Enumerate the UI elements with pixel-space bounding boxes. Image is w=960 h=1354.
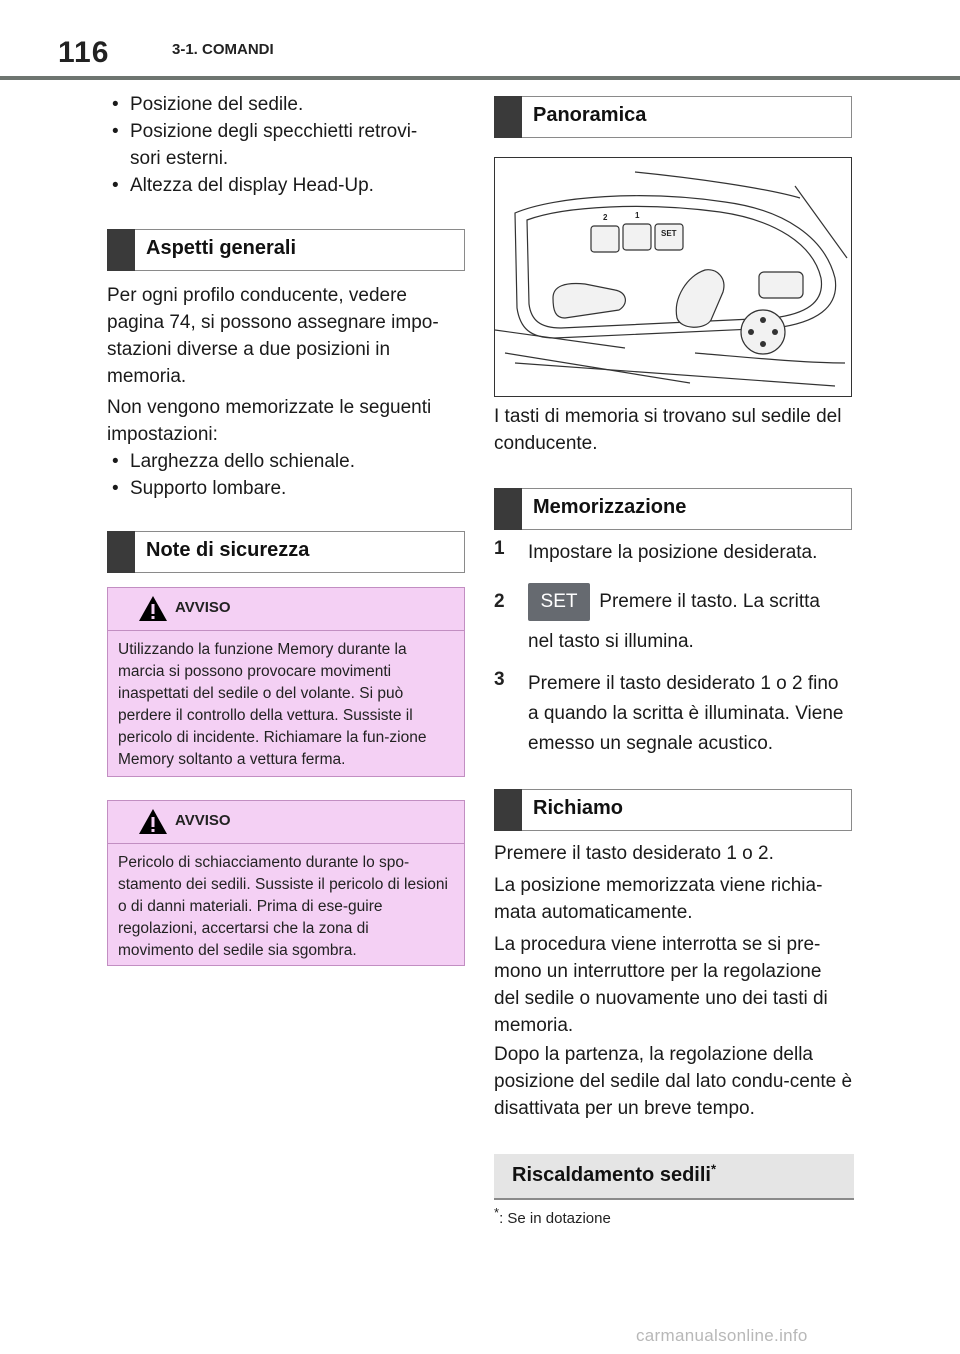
step-number: 1 (494, 538, 505, 559)
warning-box (107, 587, 465, 777)
heading-bar (494, 96, 522, 138)
footnote-mark: * (710, 1161, 717, 1177)
step-text: Impostare la posizione desiderata. (528, 542, 818, 563)
page-number: 116 (58, 36, 110, 69)
warning-box (107, 800, 465, 966)
illustration-caption: I tasti di memoria si trovano sul sedile del conducente. (494, 406, 842, 454)
step-3 (494, 669, 854, 761)
section-heading-text: Note di sicurezza (146, 539, 310, 561)
paragraph: Dopo la partenza, la regolazione della posizione del sedile dal lato condu-cente è disattivata per un breve tempo. (494, 1044, 853, 1119)
section-heading-text: Memorizzazione (533, 496, 687, 518)
warning-header (108, 588, 464, 631)
section-heading-panoramica (494, 96, 852, 138)
list-item (108, 118, 458, 172)
set-button-icon: SET (528, 583, 590, 621)
paragraph: La posizione memorizzata viene richia-mata automaticamente. (494, 875, 823, 923)
section-heading-aspetti (107, 229, 465, 271)
warning-text: Pericolo di schiacciamento durante lo spo-stamento dei sedili. Sussiste il pericolo di lesioni o di danni materiali. Prima di ese-guire regolazioni, accertarsi che la zona di movimento del sedile sia sgombra. (118, 854, 448, 959)
warning-triangle-icon (138, 808, 168, 835)
step-text (528, 583, 858, 621)
section-heading-memorizzazione (494, 488, 852, 530)
list-item: • Larghezza dello schienale. (108, 448, 458, 475)
warning-text: Utilizzando la funzione Memory durante la marcia si possono provocare movimenti inaspettati del sedile o del volante. Si può perdere il controllo della vettura. Sussiste il pericolo di incidente. Richiamare la fun-zione Memory soltanto a vettura ferma. (118, 641, 427, 768)
step-1 (494, 538, 854, 570)
section-heading-sicurezza (107, 531, 465, 573)
step-number: 3 (494, 669, 505, 690)
step-text-a: Premere il tasto. La scritta (599, 591, 820, 613)
illustration-label-set: SET (661, 229, 677, 238)
seat-memory-illustration (494, 157, 852, 397)
seat-control-panel-drawing (495, 158, 851, 396)
warning-triangle-icon (138, 595, 168, 622)
heading-bar (107, 531, 135, 573)
section-heading-text: Panoramica (533, 104, 647, 126)
section-heading-text: Richiamo (533, 797, 624, 819)
paragraph: Per ogni profilo conducente, vedere pagina 74, si possono assegnare impo-stazioni diverse a due posizioni in memoria. (107, 285, 439, 387)
section-heading-text (512, 1161, 717, 1187)
section-heading-richiamo (494, 789, 852, 831)
heading-bar (494, 789, 522, 831)
illustration-label-1: 1 (635, 211, 640, 220)
warning-label: AVVISO (175, 599, 231, 616)
exclusions-bullet-list (108, 448, 458, 502)
paragraph: La procedura viene interrotta se si pre-mono un interruttore per la regolazione del sedile o nuovamente uno dei tasti di memoria. (494, 934, 828, 1036)
footnote-mark: * (494, 1205, 500, 1220)
section-heading-text: Aspetti generali (146, 237, 297, 259)
watermark: carmanualsonline.info (636, 1326, 808, 1345)
section-heading-riscaldamento (494, 1154, 854, 1200)
heading-label: Riscaldamento sedili (512, 1164, 711, 1186)
paragraph: Non vengono memorizzate le seguenti impostazioni: (107, 397, 432, 445)
step-2 (494, 583, 854, 653)
list-item-text: Posizione degli specchietti retrovi- sori esterni. (130, 121, 418, 169)
header-rule (0, 76, 960, 80)
list-item: • Posizione del sedile. (108, 91, 458, 118)
heading-bar (494, 488, 522, 530)
paragraph: Premere il tasto desiderato 1 o 2. (494, 843, 774, 864)
illustration-label-2: 2 (603, 213, 608, 222)
step-number: 2 (494, 591, 505, 612)
warning-label: AVVISO (175, 812, 231, 829)
step-text: Premere il tasto desiderato 1 o 2 fino a quando la scritta è illuminata. Viene emesso un segnale acustico. (528, 673, 844, 754)
warning-header (108, 801, 464, 844)
footnote (494, 1205, 611, 1227)
intro-bullet-list (108, 91, 458, 199)
footnote-text: : Se in dotazione (499, 1210, 611, 1227)
step-text-b: nel tasto si illumina. (528, 631, 694, 652)
list-item: • Supporto lombare. (108, 475, 458, 502)
list-item: • Altezza del display Head-Up. (108, 172, 458, 199)
chapter-title: 3-1. COMANDI (172, 41, 274, 58)
heading-bar (107, 229, 135, 271)
